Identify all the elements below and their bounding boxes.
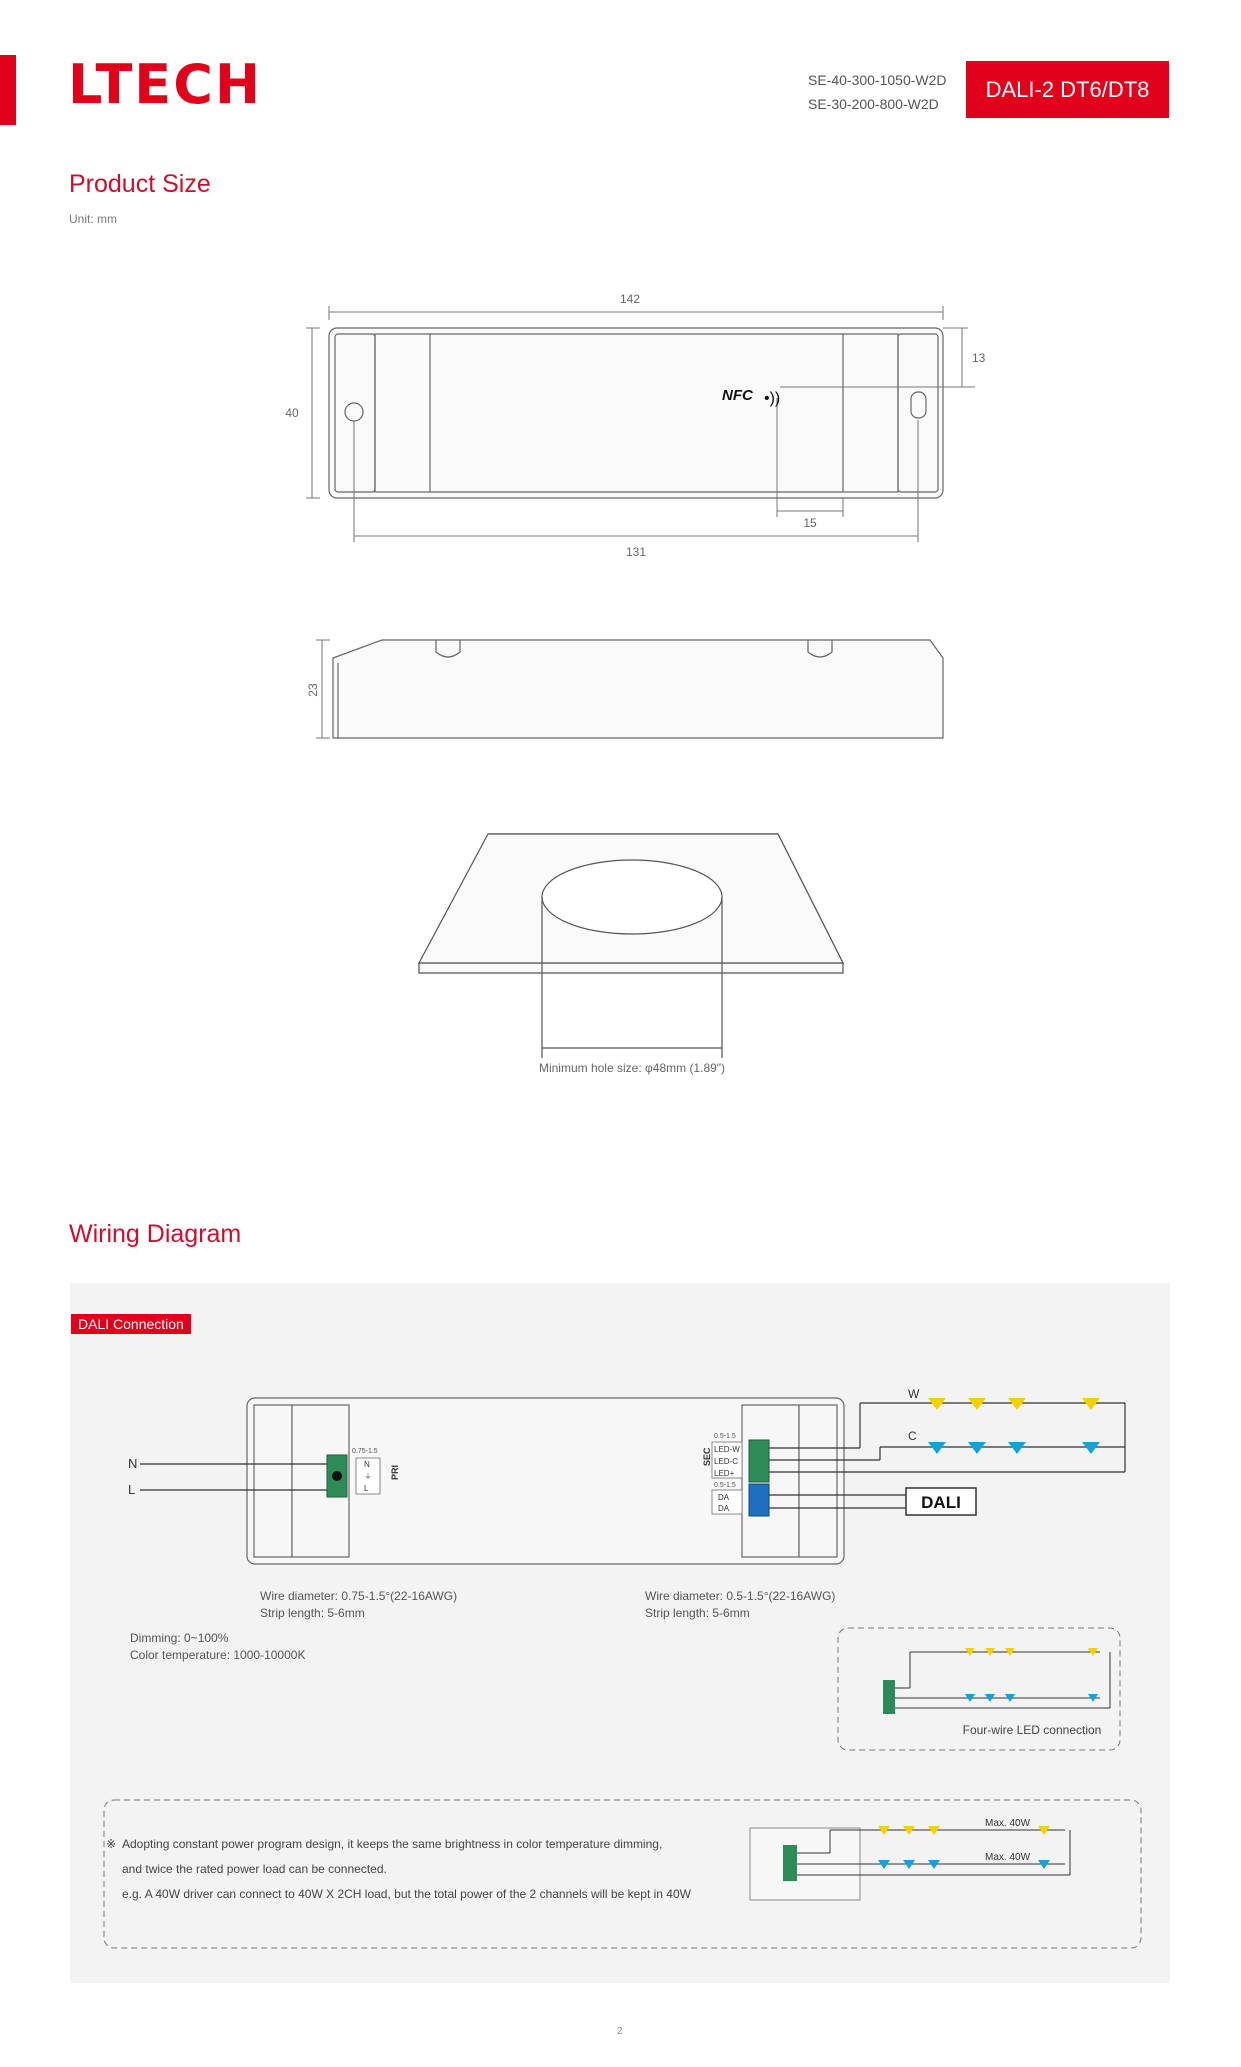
dim-mount-label: 131 — [625, 545, 647, 559]
note-line — [106, 1832, 691, 1857]
warm-channel-label: W — [908, 1387, 920, 1401]
pri-l: L — [364, 1484, 369, 1493]
warm-led-row — [928, 1398, 1100, 1410]
pri-n: N — [364, 1460, 370, 1469]
sec-label: SEC — [702, 1447, 712, 1466]
dim-length-label: 142 — [619, 292, 641, 306]
secondary-terminal — [749, 1440, 769, 1482]
da-spec: 0.5-1.5 — [714, 1482, 736, 1489]
note-text: Adopting constant power program design, it keeps the same brightness in color temperature dimming, — [122, 1837, 663, 1851]
nfc-icon: •)) — [764, 390, 781, 407]
wire-diameter-text: Wire diameter: 0.75-1.5°(22-16AWG) — [260, 1589, 458, 1603]
strip-length-text: Strip length: 5-6mm — [260, 1606, 365, 1620]
pri-label: PRI — [390, 1464, 400, 1480]
input-l-label: L — [128, 1482, 136, 1497]
warm-led-icon — [1082, 1398, 1100, 1410]
warm-led-icon — [968, 1398, 986, 1410]
dim-height-label: 40 — [285, 406, 299, 420]
unit-label: Unit: mm — [69, 212, 117, 226]
color-temperature-range: Color temperature: 1000-10000K — [130, 1648, 306, 1662]
cool-channel-label: C — [908, 1429, 917, 1443]
dimming-range: Dimming: 0~100% — [130, 1631, 229, 1645]
four-wire-caption: Four-wire LED connection — [962, 1723, 1102, 1737]
model-name: SE-40-300-1050-W2D — [808, 72, 947, 88]
warm-led-icon — [928, 1398, 946, 1410]
nfc-label: NFC — [722, 387, 753, 404]
note-bullet-icon: ※ — [106, 1837, 117, 1851]
cool-led-icon — [1082, 1442, 1100, 1454]
inset-wires — [895, 1652, 1110, 1708]
note-line: and twice the rated power load can be connected. — [122, 1862, 387, 1876]
section-title-wiring-diagram: Wiring Diagram — [69, 1220, 242, 1248]
sec-spec: 0.5-1.5 — [714, 1433, 736, 1440]
secondary-wire-spec — [645, 1588, 835, 1622]
sec-led-c: LED-C — [714, 1457, 739, 1466]
inset-terminal — [883, 1680, 895, 1714]
dali-connection-tag: DALI Connection — [71, 1314, 191, 1334]
dali-terminal — [749, 1484, 769, 1516]
cool-led-row — [928, 1442, 1100, 1454]
sec-led-plus: LED+ — [714, 1469, 735, 1478]
cool-led-icon — [928, 1442, 946, 1454]
ltech-logo: LTECH — [68, 53, 263, 116]
pri-spec: 0.75-1.5 — [352, 1448, 378, 1455]
dim-thickness-label: 23 — [306, 683, 320, 697]
dim-offset-label: 13 — [972, 351, 986, 365]
input-n-label: N — [128, 1456, 138, 1471]
hole-size-note: Minimum hole size: φ48mm (1.89") — [538, 1061, 726, 1075]
max-warm-label: Max. 40W — [985, 1818, 1031, 1829]
primary-wire-spec — [260, 1588, 457, 1622]
da-1: DA — [718, 1493, 730, 1502]
dim-hole-spacing-label: 15 — [803, 516, 817, 530]
pe-marker — [332, 1471, 342, 1481]
note-line: e.g. A 40W driver can connect to 40W X 2CH load, but the total power of the 2 channels will be kept in 40W — [122, 1887, 691, 1901]
sec-led-w: LED-W — [714, 1445, 740, 1454]
wire-diameter-text: Wire diameter: 0.5-1.5°(22-16AWG) — [645, 1589, 836, 1603]
protocol-badge: DALI-2 DT6/DT8 — [966, 61, 1169, 118]
pri-pe: ⏚ — [364, 1472, 372, 1481]
cool-led-icon — [968, 1442, 986, 1454]
da-2: DA — [718, 1504, 730, 1513]
cool-led-icon — [1008, 1442, 1026, 1454]
warm-led-icon — [1008, 1398, 1026, 1410]
dali-bus-label: DALI — [921, 1493, 961, 1512]
max-cool-label: Max. 40W — [985, 1852, 1031, 1863]
model-name: SE-30-200-800-W2D — [808, 96, 939, 112]
page-number: 2 — [617, 2026, 623, 2037]
section-title-product-size: Product Size — [69, 170, 211, 198]
strip-length-text: Strip length: 5-6mm — [645, 1606, 750, 1620]
constant-power-note — [106, 1832, 691, 1907]
dimming-spec — [130, 1630, 305, 1664]
note-terminal — [783, 1845, 797, 1881]
